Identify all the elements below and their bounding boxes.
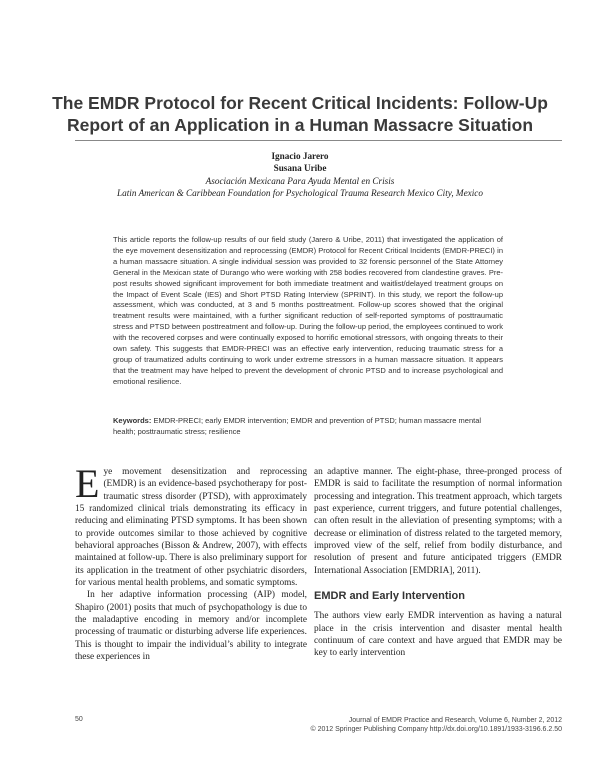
keywords-text: EMDR-PRECI; early EMDR intervention; EMDR and prevention of PTSD; human massacre mental health; posttraumatic stress; resilience — [113, 416, 482, 436]
body-paragraph-1-text: ye movement desensitization and reprocessing (EMDR) is an evidence-based psychotherapy for post-traumatic stress disorder (PTSD), with approximately 15 randomized clinical trials demonstrating its efficacy in reducing and eliminating PTSD symptoms. It has been shown to provide outcomes similar to those achieved by cognitive behavioral approaches (Bisson & Andrew, 2007), with effects maintained at follow-up. There is also preliminary support for its application in the treatment of other psychiatric disorders, for various mental health problems, and somatic symptoms. — [75, 467, 307, 589]
body-column-left — [75, 461, 307, 664]
body-paragraph-3: an adaptive manner. The eight-phase, three-pronged process of EMDR is said to facilitate the resumption of normal information processing and integration. This treatment approach, which targets past experience, current triggers, and future potential challenges, can often result in the alleviation of presenting symptoms; with a decrease or elimination of distress related to the targeted memory, improved view of the self, relief from bodily disturbance, and resolution of present and future anticipated triggers (EMDR International Association [EMDRIA], 2011). — [314, 467, 562, 576]
author-1: Ignacio Jarero — [271, 151, 329, 161]
page-number: 50 — [75, 716, 83, 723]
abstract: This article reports the follow-up results of our field study (Jarero & Uribe, 2011) that investigated the application of the eye movement desensitization and reprocessing (EMDR) Protocol for Recent Critical Incidents (EMDR-PRECI) in a human massacre situation. A single individual session was provided to 32 forensic personnel of the State Attorney General in the Mexican state of Durango who were working with 258 bodies recovered from clandestine graves. Pre-post results showed significant improvement for both immediate treatment and waitlist/delayed treatment groups on the Impact of Event Scale (IES) and Short PTSD Rating Interview (SPRINT). In this study, we report the follow-up assessment, which was conducted, at 3 and 5 months posttreatment. Follow-up scores showed that the original treatment results were maintained, with a further significant reduction of self-reported symptoms of posttraumatic stress and PTSD between posttreatment and follow-up. During the follow-up period, the employees continued to work with the recovered corpses and were continually exposed to horrific emotional stressors, with ongoing threats to their own safety. This suggests that EMDR-PRECI was an effective early intervention, reducing traumatic stress for a group of traumatized adults continuing to work under extreme stressors in a human massacre situation. It appears that the treatment may have helped to prevent the development of chronic PTSD and to increase psychological and emotional resilience. — [113, 235, 503, 386]
journal-info — [311, 716, 563, 734]
keywords-label: Keywords: — [113, 416, 152, 425]
article-title — [40, 92, 560, 136]
section-heading: EMDR and Early Intervention — [314, 590, 465, 603]
title-line-2: Report of an Application in a Human Massacre Situation — [66, 115, 534, 135]
body-column-right — [314, 466, 562, 660]
author-2: Susana Uribe — [273, 163, 327, 174]
body-paragraph-1 — [75, 461, 307, 589]
title-line-1: The EMDR Protocol for Recent Critical Incidents: Follow-Up — [52, 93, 548, 113]
affiliation-1: Asociación Mexicana Para Ayuda Mental en Crisis — [205, 175, 395, 186]
body-paragraph-2: In her adaptive information processing (AIP) model, Shapiro (2001) posits that much of psychopathology is due to the maladaptive encoding in memory and/or incomplete processing of traumatic or disturbing adverse life experiences. This is thought to impair the individual’s ability to integrate these experiences in — [75, 590, 307, 663]
body-paragraph-4: The authors view early EMDR intervention as having a natural place in the crisis intervention and disaster mental health continuum of care context and have argued that EMDR may be key to early intervention — [314, 611, 562, 659]
affiliation-2: Latin American & Caribbean Foundation for Psychological Trauma Research Mexico City, Mexico — [117, 188, 483, 199]
keywords — [113, 416, 503, 438]
journal-citation: Journal of EMDR Practice and Research, Volume 6, Number 2, 2012 — [348, 717, 562, 724]
copyright-line: © 2012 Springer Publishing Company http://dx.doi.org/10.1891/1933-3196.6.2.50 — [310, 726, 562, 733]
author-block — [40, 150, 560, 200]
drop-cap: E — [75, 461, 100, 506]
title-divider — [75, 140, 562, 141]
